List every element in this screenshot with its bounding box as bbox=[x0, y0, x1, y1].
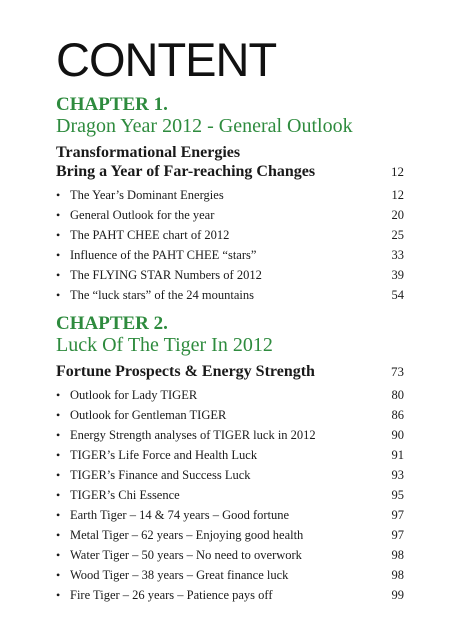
toc-item[interactable] bbox=[56, 525, 404, 545]
page-number: 90 bbox=[391, 428, 404, 442]
toc-item-text: The PAHT CHEE chart of 2012 bbox=[70, 228, 230, 242]
toc-item[interactable] bbox=[56, 205, 404, 225]
toc-item[interactable] bbox=[56, 545, 404, 565]
toc-item-text: Wood Tiger – 38 years – Great finance luck bbox=[70, 568, 289, 582]
toc-item[interactable] bbox=[56, 465, 404, 485]
bullet-icon: • bbox=[56, 388, 61, 402]
toc-item[interactable] bbox=[56, 445, 404, 465]
toc-item[interactable] bbox=[56, 505, 404, 525]
page-number: 99 bbox=[391, 588, 404, 602]
bullet-icon: • bbox=[56, 488, 61, 502]
bullet-icon: • bbox=[56, 528, 61, 542]
section-heading-row[interactable] bbox=[56, 362, 404, 381]
section-heading-line-2: Bring a Year of Far-reaching Changes bbox=[56, 163, 316, 180]
toc-item[interactable] bbox=[56, 405, 404, 425]
toc-item-text: Water Tiger – 50 years – No need to overwork bbox=[70, 548, 302, 562]
bullet-icon: • bbox=[56, 508, 61, 522]
page-number: 80 bbox=[391, 388, 404, 402]
toc-item[interactable] bbox=[56, 585, 404, 605]
toc-item[interactable] bbox=[56, 185, 404, 205]
toc-item-text: Metal Tiger – 62 years – Enjoying good health bbox=[70, 528, 304, 542]
page-number: 39 bbox=[391, 268, 404, 282]
toc-item-text: Energy Strength analyses of TIGER luck in 2012 bbox=[70, 428, 316, 442]
toc-item-text: TIGER’s Finance and Success Luck bbox=[70, 468, 251, 482]
chapter-2-section bbox=[56, 314, 404, 605]
bullet-icon: • bbox=[56, 548, 61, 562]
toc-item[interactable] bbox=[56, 385, 404, 405]
toc-item[interactable] bbox=[56, 245, 404, 265]
bullet-icon: • bbox=[56, 268, 61, 282]
toc-item[interactable] bbox=[56, 285, 404, 305]
page-number: 97 bbox=[391, 508, 404, 522]
page-number: 25 bbox=[391, 228, 404, 242]
page-title: CONTENT bbox=[56, 33, 277, 86]
page-number: 86 bbox=[391, 408, 404, 422]
chapter-1-section bbox=[56, 95, 404, 305]
chapter-number: CHAPTER 1. bbox=[56, 94, 168, 115]
toc-item-text: TIGER’s Chi Essence bbox=[70, 488, 180, 502]
bullet-icon: • bbox=[56, 588, 61, 602]
bullet-icon: • bbox=[56, 448, 61, 462]
toc-list bbox=[56, 385, 404, 605]
bullet-icon: • bbox=[56, 408, 61, 422]
section-heading bbox=[56, 143, 404, 162]
bullet-icon: • bbox=[56, 568, 61, 582]
bullet-icon: • bbox=[56, 248, 61, 262]
page-number: 95 bbox=[391, 488, 404, 502]
page-number: 97 bbox=[391, 528, 404, 542]
toc-item-text: TIGER’s Life Force and Health Luck bbox=[70, 448, 258, 462]
toc-item-text: The “luck stars” of the 24 mountains bbox=[70, 288, 254, 302]
toc-item[interactable] bbox=[56, 265, 404, 285]
chapter-title: Luck Of The Tiger In 2012 bbox=[56, 334, 273, 356]
page-number: 98 bbox=[391, 548, 404, 562]
bullet-icon: • bbox=[56, 428, 61, 442]
toc-item-text: General Outlook for the year bbox=[70, 208, 215, 222]
page-number: 12 bbox=[391, 188, 404, 202]
toc-item-text: Influence of the PAHT CHEE “stars” bbox=[70, 248, 257, 262]
toc-item[interactable] bbox=[56, 425, 404, 445]
page-number: 93 bbox=[391, 468, 404, 482]
toc-item-text: Outlook for Gentleman TIGER bbox=[70, 408, 227, 422]
chapter-title: Dragon Year 2012 - General Outlook bbox=[56, 115, 353, 137]
section-heading-line-1: Fortune Prospects & Energy Strength bbox=[56, 363, 315, 380]
page-number: 12 bbox=[391, 164, 404, 179]
chapter-number: CHAPTER 2. bbox=[56, 313, 168, 334]
toc-item-text: The Year’s Dominant Energies bbox=[70, 188, 224, 202]
bullet-icon: • bbox=[56, 468, 61, 482]
section-heading-line-1: Transformational Energies bbox=[56, 144, 241, 161]
bullet-icon: • bbox=[56, 288, 61, 302]
page-number: 73 bbox=[391, 364, 404, 379]
bullet-icon: • bbox=[56, 228, 61, 242]
toc-item[interactable] bbox=[56, 485, 404, 505]
page-number: 20 bbox=[391, 208, 404, 222]
page-number: 33 bbox=[391, 248, 404, 262]
toc-item-text: The FLYING STAR Numbers of 2012 bbox=[70, 268, 262, 282]
section-heading-row[interactable] bbox=[56, 162, 404, 181]
toc-list bbox=[56, 185, 404, 305]
bullet-icon: • bbox=[56, 208, 61, 222]
toc-item-text: Fire Tiger – 26 years – Patience pays off bbox=[70, 588, 273, 602]
page-number: 98 bbox=[391, 568, 404, 582]
toc-item[interactable] bbox=[56, 565, 404, 585]
toc-item-text: Earth Tiger – 14 & 74 years – Good fortune bbox=[70, 508, 290, 522]
page-number: 54 bbox=[391, 288, 404, 302]
toc-item[interactable] bbox=[56, 225, 404, 245]
bullet-icon: • bbox=[56, 188, 61, 202]
toc-item-text: Outlook for Lady TIGER bbox=[70, 388, 198, 402]
page-number: 91 bbox=[391, 448, 404, 462]
